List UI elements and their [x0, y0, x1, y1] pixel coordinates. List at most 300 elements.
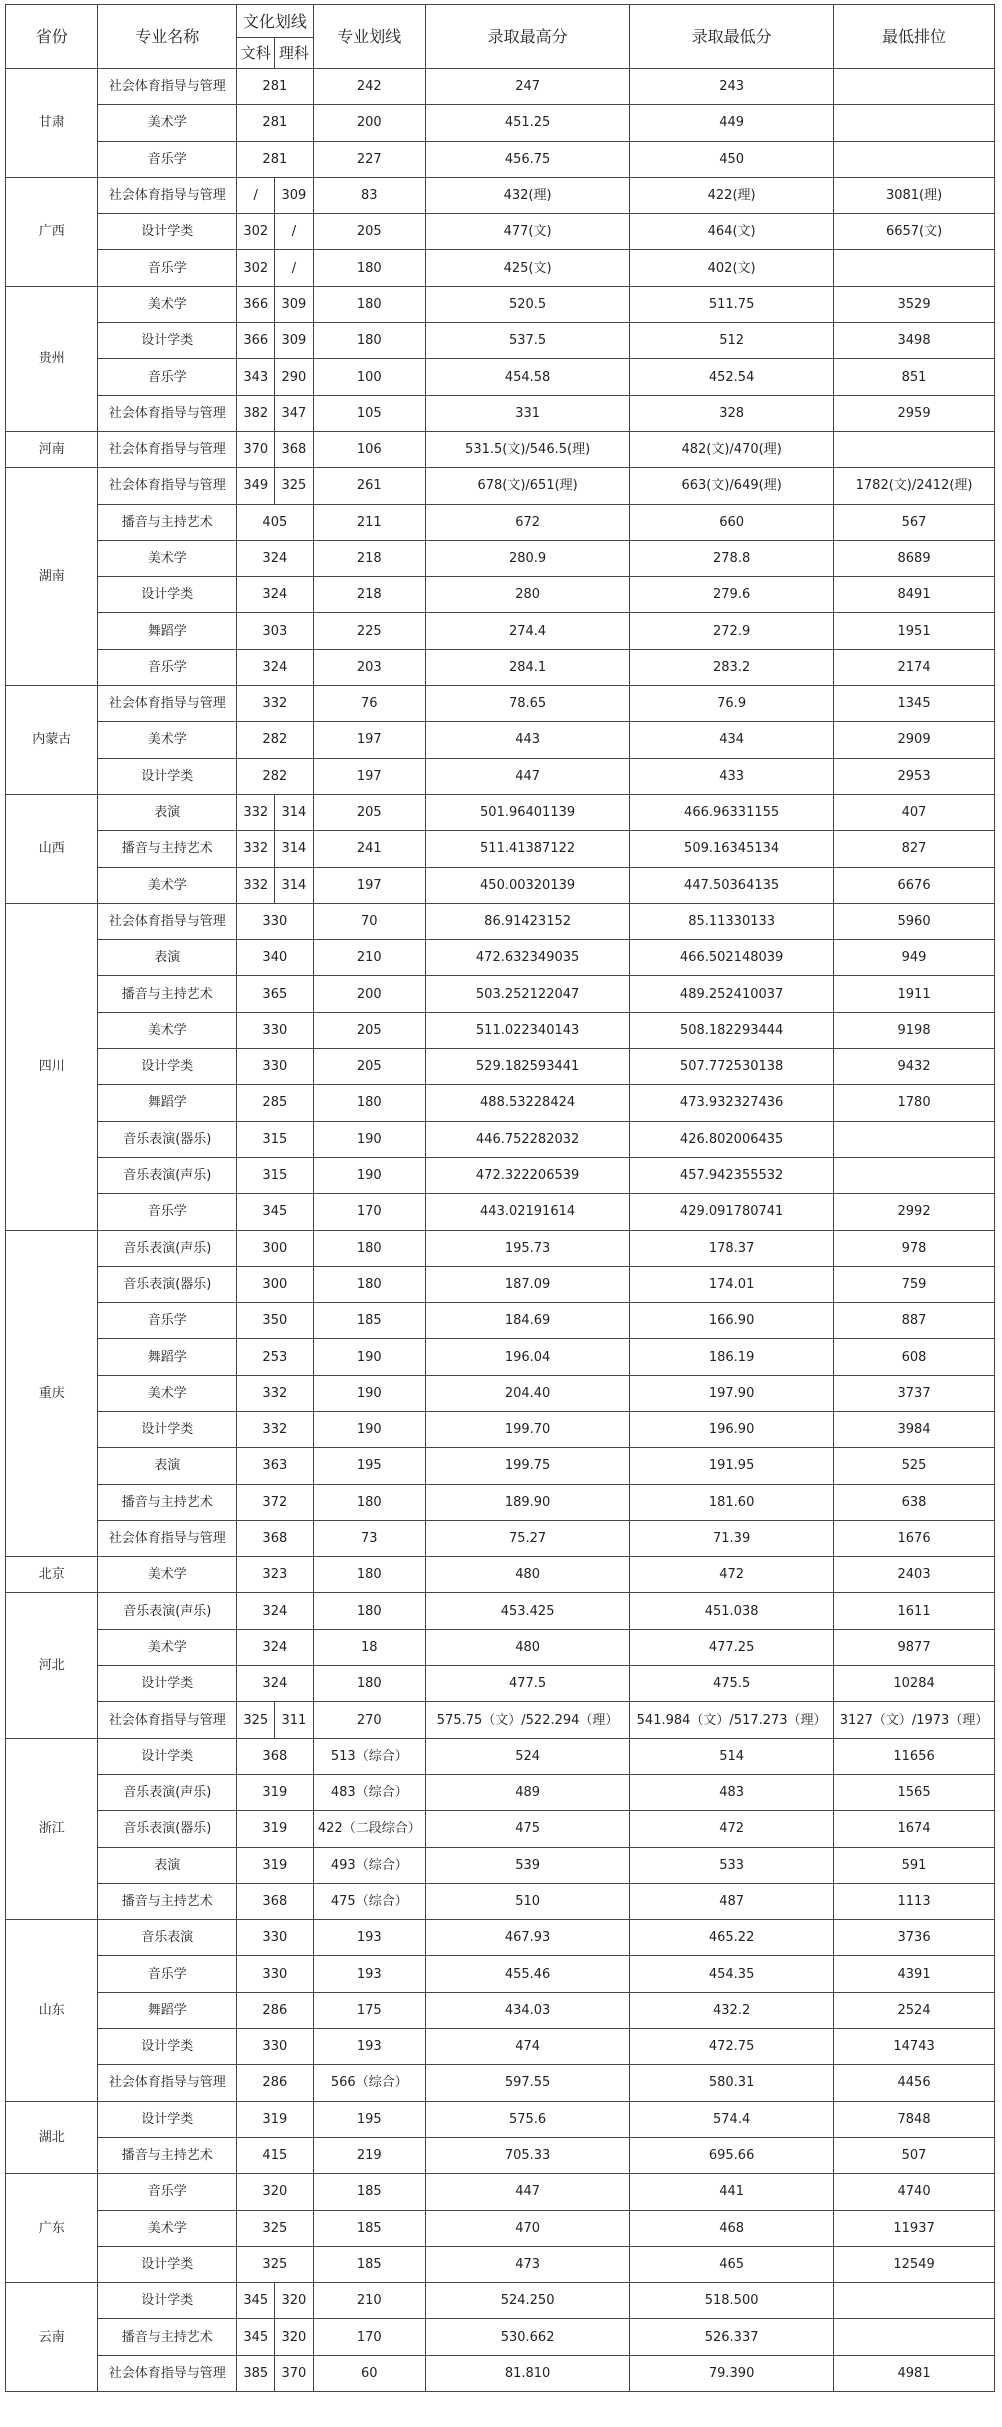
- professional-line-cell: 180: [313, 1484, 426, 1520]
- min-score-cell: 283.2: [630, 649, 834, 685]
- min-score-cell: 451.038: [630, 1593, 834, 1629]
- culture-line-cell: 281: [237, 141, 313, 177]
- province-cell: 广东: [6, 2174, 98, 2283]
- min-rank-cell: [834, 431, 995, 467]
- culture-line-cell: 372: [237, 1484, 313, 1520]
- major-cell: 表演: [98, 940, 237, 976]
- table-row: [6, 1266, 995, 1302]
- min-score-cell: 465: [630, 2246, 834, 2282]
- professional-line-cell: 180: [313, 1266, 426, 1302]
- culture-line-cell: 282: [237, 758, 313, 794]
- table-row: [6, 1049, 995, 1085]
- table-row: [6, 214, 995, 250]
- province-cell: 湖北: [6, 2101, 98, 2174]
- min-score-cell: 482(文)/470(理): [630, 431, 834, 467]
- min-rank-cell: 9877: [834, 1629, 995, 1665]
- major-cell: 设计学类: [98, 2101, 237, 2137]
- min-rank-cell: [834, 2283, 995, 2319]
- culture-line-cell: 350: [237, 1303, 313, 1339]
- province-cell: 山东: [6, 1920, 98, 2101]
- major-cell: 音乐表演(声乐): [98, 1230, 237, 1266]
- culture-line-cell: 319: [237, 1774, 313, 1810]
- max-score-cell: 503.252122047: [426, 976, 630, 1012]
- culture-line-cell: 323: [237, 1557, 313, 1593]
- header-province: 省份: [6, 5, 98, 69]
- professional-line-cell: 205: [313, 214, 426, 250]
- table-row: [6, 540, 995, 576]
- major-cell: 美术学: [98, 286, 237, 322]
- major-cell: 设计学类: [98, 1738, 237, 1774]
- min-score-cell: 450: [630, 141, 834, 177]
- min-score-cell: 328: [630, 395, 834, 431]
- culture-science-cell: 320: [275, 2283, 313, 2319]
- table-row: [6, 250, 995, 286]
- major-cell: 音乐学: [98, 359, 237, 395]
- table-row: [6, 1012, 995, 1048]
- major-cell: 社会体育指导与管理: [98, 468, 237, 504]
- major-cell: 设计学类: [98, 577, 237, 613]
- table-row: [6, 1411, 995, 1447]
- culture-line-cell: 324: [237, 1593, 313, 1629]
- culture-science-cell: 311: [275, 1702, 313, 1738]
- min-score-cell: 279.6: [630, 577, 834, 613]
- professional-line-cell: 180: [313, 1593, 426, 1629]
- culture-line-cell: 253: [237, 1339, 313, 1375]
- major-cell: 播音与主持艺术: [98, 2319, 237, 2355]
- max-score-cell: 78.65: [426, 686, 630, 722]
- min-score-cell: 426.802006435: [630, 1121, 834, 1157]
- table-row: [6, 1847, 995, 1883]
- culture-science-cell: 320: [275, 2319, 313, 2355]
- header-min-score: 录取最低分: [630, 5, 834, 69]
- min-rank-cell: 5960: [834, 903, 995, 939]
- professional-line-cell: 175: [313, 1992, 426, 2028]
- min-score-cell: 508.182293444: [630, 1012, 834, 1048]
- culture-line-cell: 368: [237, 1738, 313, 1774]
- major-cell: 播音与主持艺术: [98, 1883, 237, 1919]
- culture-line-cell: 324: [237, 1629, 313, 1665]
- min-score-cell: 473.932327436: [630, 1085, 834, 1121]
- major-cell: 设计学类: [98, 2246, 237, 2282]
- culture-science-cell: /: [275, 214, 313, 250]
- max-score-cell: 247: [426, 69, 630, 105]
- min-rank-cell: 4740: [834, 2174, 995, 2210]
- professional-line-cell: 76: [313, 686, 426, 722]
- max-score-cell: 472.632349035: [426, 940, 630, 976]
- min-score-cell: 466.502148039: [630, 940, 834, 976]
- min-rank-cell: 851: [834, 359, 995, 395]
- professional-line-cell: 203: [313, 649, 426, 685]
- major-cell: 美术学: [98, 2210, 237, 2246]
- major-cell: 音乐学: [98, 141, 237, 177]
- min-rank-cell: [834, 141, 995, 177]
- professional-line-cell: 242: [313, 69, 426, 105]
- major-cell: 美术学: [98, 540, 237, 576]
- professional-line-cell: 193: [313, 1956, 426, 1992]
- professional-line-cell: 170: [313, 1194, 426, 1230]
- min-score-cell: 76.9: [630, 686, 834, 722]
- table-row: [6, 1557, 995, 1593]
- min-score-cell: 468: [630, 2210, 834, 2246]
- province-cell: 甘肃: [6, 69, 98, 178]
- major-cell: 音乐学: [98, 649, 237, 685]
- culture-line-cell: 330: [237, 1920, 313, 1956]
- min-score-cell: 243: [630, 69, 834, 105]
- table-row: [6, 1593, 995, 1629]
- max-score-cell: 672: [426, 504, 630, 540]
- max-score-cell: 470: [426, 2210, 630, 2246]
- table-row: [6, 323, 995, 359]
- province-cell: 河南: [6, 431, 98, 467]
- header-arts: 文科: [237, 38, 275, 69]
- max-score-cell: 539: [426, 1847, 630, 1883]
- culture-line-cell: 324: [237, 1666, 313, 1702]
- min-score-cell: 472: [630, 1811, 834, 1847]
- table-row: [6, 2174, 995, 2210]
- table-row: [6, 69, 995, 105]
- min-rank-cell: [834, 2319, 995, 2355]
- min-score-cell: 580.31: [630, 2065, 834, 2101]
- min-rank-cell: 1676: [834, 1520, 995, 1556]
- culture-science-cell: 347: [275, 395, 313, 431]
- major-cell: 音乐表演(器乐): [98, 1121, 237, 1157]
- professional-line-cell: 493（综合）: [313, 1847, 426, 1883]
- major-cell: 音乐学: [98, 2174, 237, 2210]
- min-rank-cell: 759: [834, 1266, 995, 1302]
- culture-line-cell: 330: [237, 2029, 313, 2065]
- culture-arts-cell: 370: [237, 431, 275, 467]
- min-score-cell: 433: [630, 758, 834, 794]
- max-score-cell: 480: [426, 1629, 630, 1665]
- major-cell: 社会体育指导与管理: [98, 1702, 237, 1738]
- table-row: [6, 468, 995, 504]
- major-cell: 音乐学: [98, 1194, 237, 1230]
- max-score-cell: 488.53228424: [426, 1085, 630, 1121]
- province-cell: 广西: [6, 177, 98, 286]
- major-cell: 音乐学: [98, 1303, 237, 1339]
- max-score-cell: 196.04: [426, 1339, 630, 1375]
- max-score-cell: 480: [426, 1557, 630, 1593]
- professional-line-cell: 227: [313, 141, 426, 177]
- table-row: [6, 1484, 995, 1520]
- min-rank-cell: 608: [834, 1339, 995, 1375]
- major-cell: 美术学: [98, 105, 237, 141]
- major-cell: 设计学类: [98, 1049, 237, 1085]
- min-score-cell: 477.25: [630, 1629, 834, 1665]
- min-score-cell: 432.2: [630, 1992, 834, 2028]
- max-score-cell: 195.73: [426, 1230, 630, 1266]
- min-score-cell: 441: [630, 2174, 834, 2210]
- min-rank-cell: 9198: [834, 1012, 995, 1048]
- professional-line-cell: 180: [313, 1085, 426, 1121]
- min-rank-cell: 10284: [834, 1666, 995, 1702]
- max-score-cell: 531.5(文)/546.5(理): [426, 431, 630, 467]
- min-score-cell: 272.9: [630, 613, 834, 649]
- min-rank-cell: 2174: [834, 649, 995, 685]
- culture-science-cell: /: [275, 250, 313, 286]
- max-score-cell: 446.752282032: [426, 1121, 630, 1157]
- table-row: [6, 2246, 995, 2282]
- major-cell: 播音与主持艺术: [98, 1484, 237, 1520]
- min-rank-cell: 4456: [834, 2065, 995, 2101]
- min-rank-cell: [834, 69, 995, 105]
- culture-line-cell: 319: [237, 1811, 313, 1847]
- table-row: [6, 1194, 995, 1230]
- major-cell: 舞蹈学: [98, 1085, 237, 1121]
- max-score-cell: 184.69: [426, 1303, 630, 1339]
- province-cell: 北京: [6, 1557, 98, 1593]
- min-score-cell: 434: [630, 722, 834, 758]
- culture-line-cell: 332: [237, 686, 313, 722]
- culture-line-cell: 300: [237, 1230, 313, 1266]
- min-score-cell: 512: [630, 323, 834, 359]
- header-professional-line: 专业划线: [313, 5, 426, 69]
- min-score-cell: 278.8: [630, 540, 834, 576]
- max-score-cell: 432(理): [426, 177, 630, 213]
- province-cell: 四川: [6, 903, 98, 1230]
- province-cell: 浙江: [6, 1738, 98, 1919]
- province-cell: 内蒙古: [6, 686, 98, 795]
- max-score-cell: 75.27: [426, 1520, 630, 1556]
- table-row: [6, 1520, 995, 1556]
- culture-science-cell: 368: [275, 431, 313, 467]
- min-score-cell: 464(文): [630, 214, 834, 250]
- table-row: [6, 1920, 995, 1956]
- professional-line-cell: 195: [313, 2101, 426, 2137]
- table-row: [6, 2137, 995, 2173]
- table-row: [6, 2283, 995, 2319]
- min-rank-cell: 3081(理): [834, 177, 995, 213]
- culture-line-cell: 368: [237, 1520, 313, 1556]
- culture-science-cell: 309: [275, 323, 313, 359]
- max-score-cell: 501.96401139: [426, 794, 630, 830]
- major-cell: 社会体育指导与管理: [98, 395, 237, 431]
- culture-arts-cell: 385: [237, 2355, 275, 2391]
- max-score-cell: 199.75: [426, 1448, 630, 1484]
- max-score-cell: 477(文): [426, 214, 630, 250]
- table-row: [6, 1448, 995, 1484]
- min-rank-cell: 507: [834, 2137, 995, 2173]
- professional-line-cell: 180: [313, 323, 426, 359]
- professional-line-cell: 211: [313, 504, 426, 540]
- table-row: [6, 1738, 995, 1774]
- max-score-cell: 274.4: [426, 613, 630, 649]
- professional-line-cell: 190: [313, 1411, 426, 1447]
- professional-line-cell: 180: [313, 1557, 426, 1593]
- max-score-cell: 450.00320139: [426, 867, 630, 903]
- major-cell: 设计学类: [98, 2283, 237, 2319]
- min-score-cell: 186.19: [630, 1339, 834, 1375]
- min-score-cell: 695.66: [630, 2137, 834, 2173]
- table-row: [6, 504, 995, 540]
- culture-science-cell: 370: [275, 2355, 313, 2391]
- min-score-cell: 518.500: [630, 2283, 834, 2319]
- min-score-cell: 487: [630, 1883, 834, 1919]
- max-score-cell: 473: [426, 2246, 630, 2282]
- max-score-cell: 467.93: [426, 1920, 630, 1956]
- major-cell: 社会体育指导与管理: [98, 431, 237, 467]
- professional-line-cell: 170: [313, 2319, 426, 2355]
- province-cell: 云南: [6, 2283, 98, 2392]
- culture-arts-cell: 343: [237, 359, 275, 395]
- max-score-cell: 472.322206539: [426, 1157, 630, 1193]
- min-rank-cell: 1674: [834, 1811, 995, 1847]
- max-score-cell: 475: [426, 1811, 630, 1847]
- max-score-cell: 199.70: [426, 1411, 630, 1447]
- major-cell: 音乐表演(声乐): [98, 1157, 237, 1193]
- min-rank-cell: 9432: [834, 1049, 995, 1085]
- min-score-cell: 660: [630, 504, 834, 540]
- max-score-cell: 529.182593441: [426, 1049, 630, 1085]
- max-score-cell: 453.425: [426, 1593, 630, 1629]
- culture-science-cell: 309: [275, 177, 313, 213]
- major-cell: 社会体育指导与管理: [98, 69, 237, 105]
- max-score-cell: 474: [426, 2029, 630, 2065]
- professional-line-cell: 205: [313, 1049, 426, 1085]
- major-cell: 舞蹈学: [98, 613, 237, 649]
- professional-line-cell: 105: [313, 395, 426, 431]
- max-score-cell: 86.91423152: [426, 903, 630, 939]
- professional-line-cell: 218: [313, 577, 426, 613]
- culture-arts-cell: 382: [237, 395, 275, 431]
- min-rank-cell: 1951: [834, 613, 995, 649]
- professional-line-cell: 185: [313, 2246, 426, 2282]
- min-rank-cell: 638: [834, 1484, 995, 1520]
- culture-arts-cell: 349: [237, 468, 275, 504]
- professional-line-cell: 475（综合）: [313, 1883, 426, 1919]
- professional-line-cell: 210: [313, 940, 426, 976]
- min-score-cell: 191.95: [630, 1448, 834, 1484]
- professional-line-cell: 197: [313, 722, 426, 758]
- professional-line-cell: 180: [313, 1666, 426, 1702]
- min-rank-cell: 3984: [834, 1411, 995, 1447]
- min-rank-cell: 8689: [834, 540, 995, 576]
- culture-arts-cell: 325: [237, 1702, 275, 1738]
- max-score-cell: 511.022340143: [426, 1012, 630, 1048]
- professional-line-cell: 18: [313, 1629, 426, 1665]
- culture-line-cell: 332: [237, 1375, 313, 1411]
- max-score-cell: 81.810: [426, 2355, 630, 2391]
- max-score-cell: 575.6: [426, 2101, 630, 2137]
- table-row: [6, 1883, 995, 1919]
- culture-line-cell: 340: [237, 940, 313, 976]
- min-rank-cell: 3127（文）/1973（理）: [834, 1702, 995, 1738]
- max-score-cell: 189.90: [426, 1484, 630, 1520]
- culture-arts-cell: 302: [237, 250, 275, 286]
- table-row: [6, 1230, 995, 1266]
- major-cell: 社会体育指导与管理: [98, 903, 237, 939]
- max-score-cell: 455.46: [426, 1956, 630, 1992]
- culture-line-cell: 415: [237, 2137, 313, 2173]
- min-score-cell: 402(文): [630, 250, 834, 286]
- table-row: [6, 1157, 995, 1193]
- max-score-cell: 678(文)/651(理): [426, 468, 630, 504]
- min-score-cell: 511.75: [630, 286, 834, 322]
- culture-line-cell: 363: [237, 1448, 313, 1484]
- table-row: [6, 1339, 995, 1375]
- major-cell: 音乐学: [98, 1956, 237, 1992]
- major-cell: 音乐学: [98, 250, 237, 286]
- min-rank-cell: 887: [834, 1303, 995, 1339]
- professional-line-cell: 210: [313, 2283, 426, 2319]
- professional-line-cell: 83: [313, 177, 426, 213]
- professional-line-cell: 193: [313, 2029, 426, 2065]
- min-score-cell: 465.22: [630, 1920, 834, 1956]
- table-row: [6, 1303, 995, 1339]
- table-row: [6, 1375, 995, 1411]
- header-science: 理科: [275, 38, 313, 69]
- min-score-cell: 79.390: [630, 2355, 834, 2391]
- culture-arts-cell: 302: [237, 214, 275, 250]
- min-score-cell: 509.16345134: [630, 831, 834, 867]
- admission-table-container: [5, 4, 995, 2392]
- max-score-cell: 187.09: [426, 1266, 630, 1302]
- min-score-cell: 574.4: [630, 2101, 834, 2137]
- major-cell: 表演: [98, 794, 237, 830]
- min-score-cell: 181.60: [630, 1484, 834, 1520]
- culture-line-cell: 303: [237, 613, 313, 649]
- culture-line-cell: 330: [237, 1049, 313, 1085]
- min-score-cell: 533: [630, 1847, 834, 1883]
- culture-line-cell: 315: [237, 1121, 313, 1157]
- major-cell: 播音与主持艺术: [98, 831, 237, 867]
- culture-arts-cell: 366: [237, 286, 275, 322]
- major-cell: 播音与主持艺术: [98, 2137, 237, 2173]
- min-rank-cell: 1345: [834, 686, 995, 722]
- professional-line-cell: 195: [313, 1448, 426, 1484]
- culture-line-cell: 282: [237, 722, 313, 758]
- table-row: [6, 577, 995, 613]
- min-score-cell: 449: [630, 105, 834, 141]
- table-row: [6, 2101, 995, 2137]
- min-rank-cell: 3529: [834, 286, 995, 322]
- major-cell: 美术学: [98, 1375, 237, 1411]
- professional-line-cell: 205: [313, 794, 426, 830]
- major-cell: 设计学类: [98, 1666, 237, 1702]
- min-score-cell: 422(理): [630, 177, 834, 213]
- table-row: [6, 2065, 995, 2101]
- professional-line-cell: 106: [313, 431, 426, 467]
- max-score-cell: 489: [426, 1774, 630, 1810]
- major-cell: 音乐表演(声乐): [98, 1774, 237, 1810]
- header-min-rank: 最低排位: [834, 5, 995, 69]
- max-score-cell: 447: [426, 758, 630, 794]
- min-rank-cell: 11937: [834, 2210, 995, 2246]
- culture-line-cell: 324: [237, 540, 313, 576]
- min-rank-cell: 1782(文)/2412(理): [834, 468, 995, 504]
- professional-line-cell: 566（综合）: [313, 2065, 426, 2101]
- professional-line-cell: 185: [313, 1303, 426, 1339]
- max-score-cell: 443: [426, 722, 630, 758]
- major-cell: 社会体育指导与管理: [98, 1520, 237, 1556]
- table-row: [6, 831, 995, 867]
- major-cell: 社会体育指导与管理: [98, 2065, 237, 2101]
- professional-line-cell: 205: [313, 1012, 426, 1048]
- min-rank-cell: 525: [834, 1448, 995, 1484]
- professional-line-cell: 197: [313, 758, 426, 794]
- min-score-cell: 178.37: [630, 1230, 834, 1266]
- major-cell: 美术学: [98, 1629, 237, 1665]
- professional-line-cell: 197: [313, 867, 426, 903]
- max-score-cell: 434.03: [426, 1992, 630, 2028]
- max-score-cell: 537.5: [426, 323, 630, 359]
- culture-science-cell: 314: [275, 831, 313, 867]
- major-cell: 设计学类: [98, 2029, 237, 2065]
- major-cell: 设计学类: [98, 1411, 237, 1447]
- min-rank-cell: 1113: [834, 1883, 995, 1919]
- professional-line-cell: 73: [313, 1520, 426, 1556]
- min-rank-cell: 6676: [834, 867, 995, 903]
